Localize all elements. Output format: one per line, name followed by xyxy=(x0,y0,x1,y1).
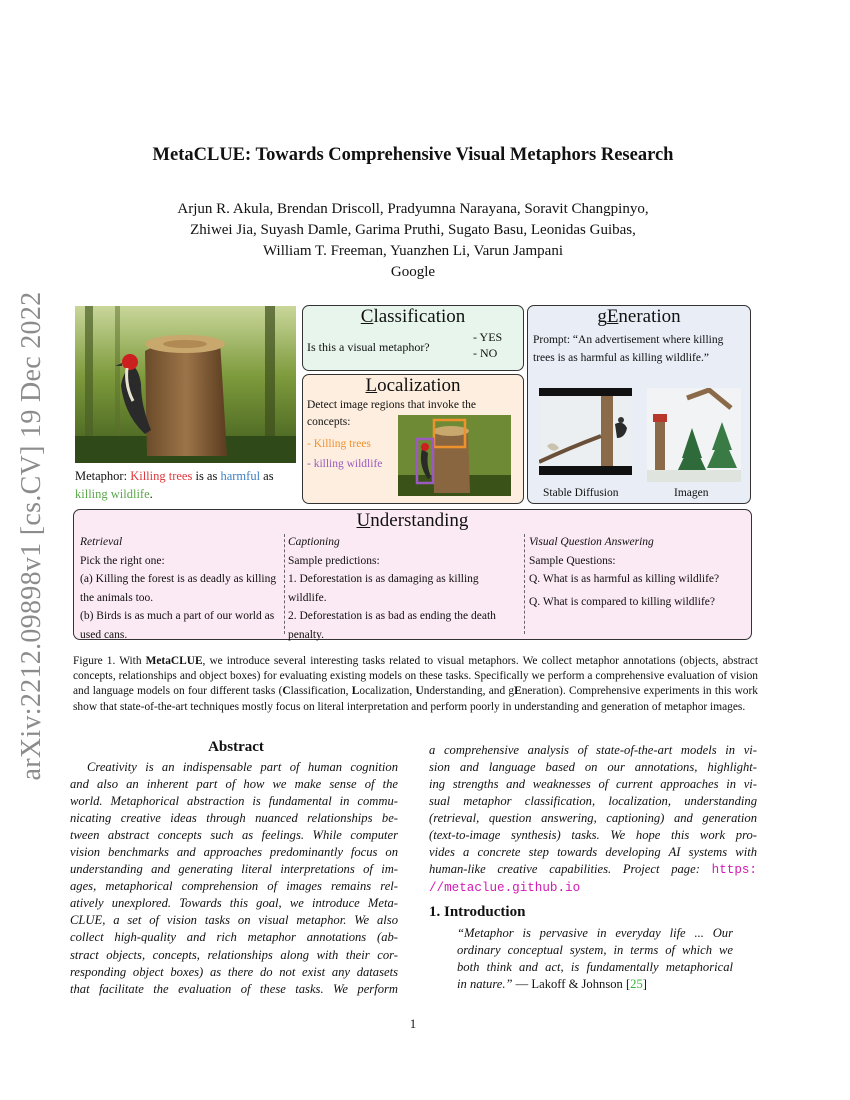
author-line: William T. Freeman, Yuanzhen Li, Varun Jampani xyxy=(262,243,563,259)
understanding-panel xyxy=(73,509,752,640)
retrieval-section xyxy=(80,533,280,644)
localization-instructions: Detect image regions that invoke the concepts: xyxy=(307,399,476,428)
woodpecker-photo xyxy=(75,306,296,463)
abstract-heading: Abstract xyxy=(208,739,264,755)
imagen-image xyxy=(647,388,741,482)
author-line: Zhiwei Jia, Suyash Damle, Garima Pruthi, Sugato Basu, Leonidas Guibas, xyxy=(190,222,636,238)
retrieval-option-b: (b) Birds is as much a part of our world as used cans. xyxy=(80,610,275,641)
metaphor-connector: is as xyxy=(195,469,218,483)
arxiv-stamp: arXiv:2212.09898v1 [cs.CV] 19 Dec 2022 xyxy=(16,291,47,781)
generation-title: gEneration xyxy=(597,306,681,327)
abstract-left-column xyxy=(70,759,398,998)
project-url-link[interactable]: https: xyxy=(711,863,757,878)
imagen-label: Imagen xyxy=(674,487,709,499)
vqa-question: Q. What is compared to killing wildlife? xyxy=(529,595,715,608)
page-number: 1 xyxy=(409,1017,417,1031)
abstract-line: and also an inherent part of how we make sense of the xyxy=(70,777,398,792)
abstract-line: atively unexplored. Towards this goal, we introduce Meta- xyxy=(70,896,398,911)
abstract-line: vision benchmarks and approaches predominantly focus on xyxy=(70,845,398,860)
abstract-line: world. Metaphorical abstraction is fundamental in commu- xyxy=(70,794,398,809)
abstract-line: vides a concrete step towards developing AI systems with xyxy=(429,845,757,860)
metaphor-relation: harmful xyxy=(220,469,261,483)
classification-question: Is this a visual metaphor? xyxy=(307,340,430,354)
generation-prompt: Prompt: “An advertisement where killing trees is as harmful as killing wildlife.” xyxy=(533,334,724,364)
abstract-line: sual metaphor classification, localization, understanding xyxy=(429,794,757,809)
abstract-line: CLUE, a set of vision tasks on visual metaphor. We also xyxy=(70,913,398,928)
abstract-line: understanding and generating literal interpretations of im- xyxy=(70,862,398,877)
localization-item-trees: - Killing trees xyxy=(307,438,371,450)
abstract-line: tween abstract concepts such as feelings. While computer xyxy=(70,828,398,843)
metaphor-connector: as xyxy=(263,469,274,483)
abstract-right-column xyxy=(429,742,757,897)
abstract-line: human-like creative capabilities. Project page: xyxy=(429,862,700,877)
vqa-heading: Visual Question Answering xyxy=(529,536,654,548)
generation-panel xyxy=(527,305,751,504)
stable-diffusion-label: Stable Diffusion xyxy=(543,487,619,499)
option-yes: - YES xyxy=(473,330,503,344)
abstract-line: Creativity is an indispensable part of human cognition xyxy=(87,760,398,774)
introduction-quote xyxy=(457,925,733,993)
localization-item-wildlife: - killing wildlife xyxy=(307,458,383,470)
localization-image xyxy=(398,415,511,496)
abstract-line: ages, metaphorical comprehension of images remains rel- xyxy=(70,879,398,894)
introduction-heading: 1. Introduction xyxy=(429,904,526,920)
metaphor-target: killing wildlife xyxy=(75,487,150,501)
option-no: - NO xyxy=(473,346,498,360)
captioning-heading: Captioning xyxy=(288,536,340,548)
quote-line: “Metaphor is pervasive in everyday life ... Our xyxy=(457,926,733,940)
section-divider xyxy=(284,534,285,634)
abstract-line: a comprehensive analysis of state-of-the-art models in vi- xyxy=(429,743,757,757)
abstract-line: collect high-quality and rich metaphor annotations (ab- xyxy=(70,930,398,945)
abstract-line: ing strengths and weaknesses of current approaches in vi- xyxy=(429,777,757,792)
citation-link[interactable]: 25 xyxy=(630,977,643,992)
citation-bracket: ] xyxy=(642,977,647,992)
captioning-prediction: 1. Deforestation is as damaging as killing wildlife. xyxy=(288,573,479,604)
vqa-question: Q. What is as harmful as killing wildlife? xyxy=(529,573,720,585)
affiliation: Google xyxy=(390,264,436,280)
localization-panel xyxy=(302,374,524,504)
section-divider xyxy=(524,534,525,634)
understanding-title: Understanding xyxy=(356,510,469,531)
project-url-link[interactable]: //metaclue.github.io xyxy=(429,881,581,896)
author-line: Arjun R. Akula, Brendan Driscoll, Pradyumna Narayana, Soravit Changpinyo, xyxy=(177,201,649,217)
abstract-line: stract objects, concepts, relationships along with their cor- xyxy=(70,947,398,962)
quote-line: both think and act, is fundamentally metaphorical xyxy=(457,960,733,975)
figure-caption: Figure 1. With MetaCLUE, we introduce several interesting tasks related to visual metaphors. We collect metaphor annotations (objects, abstract concepts, relationships and object boxes) for evaluating existing models on these tasks. Specifically we perform a comprehensive evaluation of vision and language models on four different tasks (Classification, Localization, Understanding, and gEneration). Comprehensive experiments in this work show that state-of-the-art techniques mostly focus on literal interpretation and perform poorly in understanding and generation of metaphor images. xyxy=(73,655,758,713)
stable-diffusion-image xyxy=(539,388,632,475)
paper-title: MetaCLUE: Towards Comprehensive Visual Metaphors Research xyxy=(152,145,674,165)
abstract-line: sion and language based on our annotations, highlight- xyxy=(429,760,757,775)
captioning-prediction: 2. Deforestation is as bad as ending the death penalty. xyxy=(288,610,496,641)
captioning-line: Sample predictions: xyxy=(288,554,380,567)
retrieval-option-a: (a) Killing the forest is as deadly as killing the animals too. xyxy=(80,573,277,604)
retrieval-line: Pick the right one: xyxy=(80,554,165,567)
retrieval-heading: Retrieval xyxy=(80,536,123,548)
vqa-section xyxy=(529,533,749,611)
abstract-line: (text-to-image synthesis) tasks. We hope this work pro- xyxy=(429,828,757,843)
classification-title: Classification xyxy=(360,306,466,327)
metaphor-end: . xyxy=(149,487,153,501)
captioning-section xyxy=(288,533,514,644)
abstract-line: that facilitate the evaluation of these tasks. We perform xyxy=(70,981,398,996)
abstract-line: nicating creative ideas through nuanced relationships be- xyxy=(70,811,398,826)
quote-line: in nature.” xyxy=(457,977,513,992)
abstract-line: responding object boxes) as there do not exist any datasets xyxy=(70,964,398,979)
localization-title: Localization xyxy=(365,375,461,396)
abstract-line: (retrieval, question answering, captioning) and generation xyxy=(429,811,757,826)
vqa-line: Sample Questions: xyxy=(529,554,616,567)
author-block xyxy=(100,199,726,283)
classification-panel xyxy=(302,305,524,371)
metaphor-caption xyxy=(75,467,297,503)
metaphor-source: Killing trees xyxy=(130,469,193,483)
classification-options xyxy=(473,329,502,361)
quote-line: ordinary conceptual system, in terms of which we xyxy=(457,943,733,958)
metaphor-label: Metaphor: xyxy=(75,469,128,483)
quote-attribution: — Lakoff & Johnson [ xyxy=(512,977,631,992)
